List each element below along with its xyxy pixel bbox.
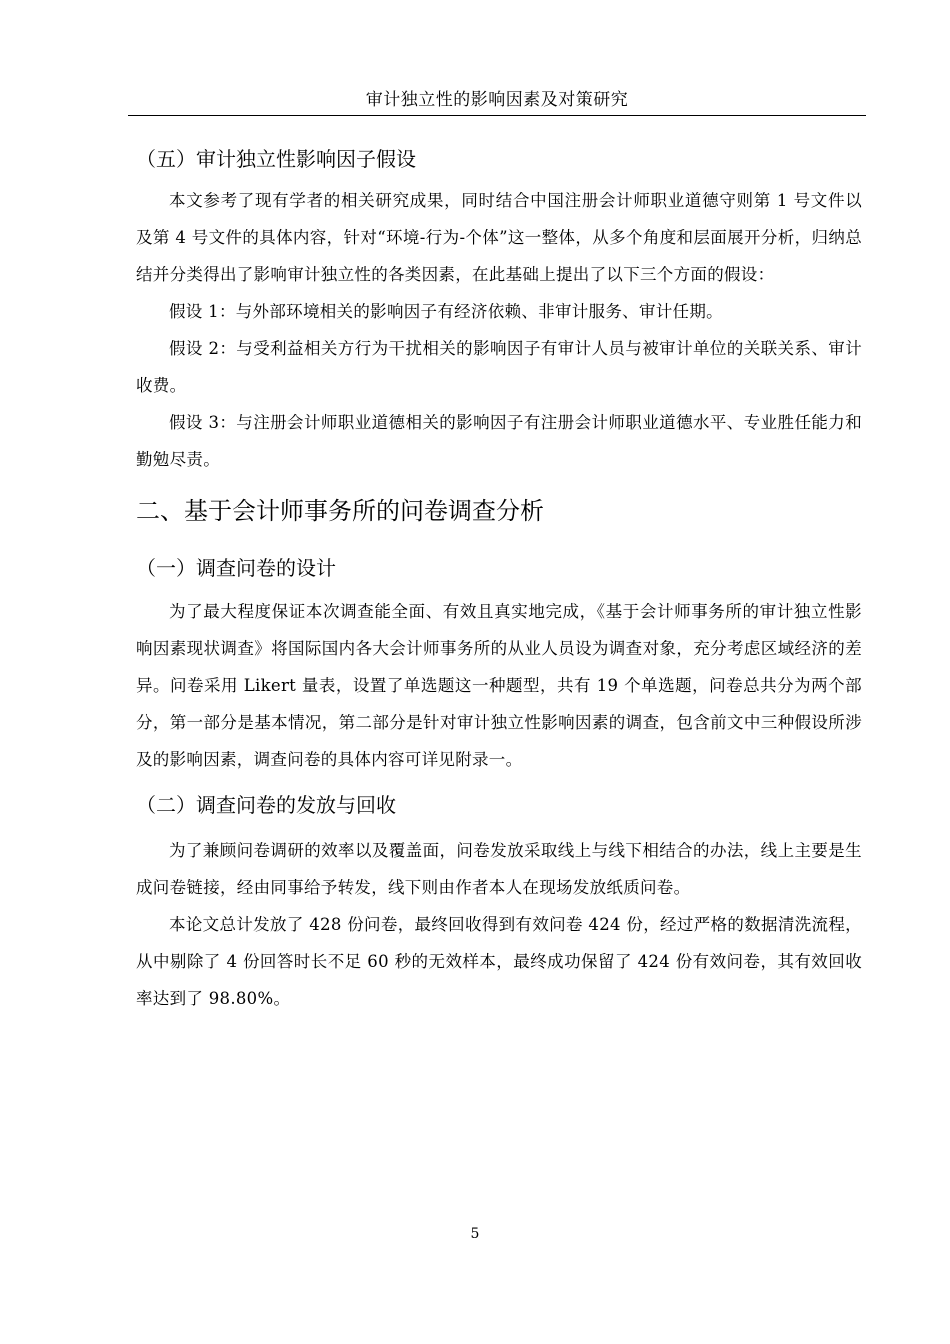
chapter-heading-2: 二、基于会计师事务所的问卷调查分析 (136, 497, 544, 525)
paragraph: 为了最大程度保证本次调查能全面、有效且真实地完成，《基于会计师事务所的审计独立性影响因素现状调查》将国际国内各大会计师事务所的从业人员设为调查对象，充分考虑区域经济的差异。问卷采用 Likert 量表，设置了单选题这一种题型，共有 19 个单选题，问卷总共分为两个部分，第一部分是基本情况，第二部分是针对审计独立性影响因素的调查，包含前文中三种假设所涉及的影响因素，调查问卷的具体内容可详见附录一。 (136, 602, 862, 769)
page-number: 5 (470, 1226, 480, 1242)
header-rule (128, 115, 866, 116)
running-header: 审计独立性的影响因素及对策研究 (365, 90, 629, 110)
section-heading-5: （五）审计独立性影响因子假设 (136, 147, 416, 171)
section-heading-1: （一）调查问卷的设计 (136, 556, 336, 580)
section-heading-2: （二）调查问卷的发放与回收 (136, 793, 396, 817)
paragraph: 本论文总计发放了 428 份问卷，最终回收得到有效问卷 424 份，经过严格的数据清洗流程，从中剔除了 4 份回答时长不足 60 秒的无效样本，最终成功保留了 424 份有效问卷，其有效回收率达到了 98.80%。 (136, 915, 862, 1008)
hypothesis-1: 假设 1：与外部环境相关的影响因子有经济依赖、非审计服务、审计任期。 (169, 302, 723, 321)
paragraph: 为了兼顾问卷调研的效率以及覆盖面，问卷发放采取线上与线下相结合的办法，线上主要是生成问卷链接，经由同事给予转发，线下则由作者本人在现场发放纸质问卷。 (136, 841, 862, 897)
paragraph: 本文参考了现有学者的相关研究成果，同时结合中国注册会计师职业道德守则第 1 号文件以及第 4 号文件的具体内容，针对“环境-行为-个体”这一整体，从多个角度和层面展开分析，归纳总结并分类得出了影响审计独立性的各类因素，在此基础上提出了以下三个方面的假设： (136, 191, 862, 284)
hypothesis-2: 假设 2：与受利益相关方行为干扰相关的影响因子有审计人员与被审计单位的关联关系、审计收费。 (136, 339, 862, 395)
page-body (136, 140, 862, 1017)
hypothesis-3: 假设 3：与注册会计师职业道德相关的影响因子有注册会计师职业道德水平、专业胜任能力和勤勉尽责。 (136, 413, 862, 469)
